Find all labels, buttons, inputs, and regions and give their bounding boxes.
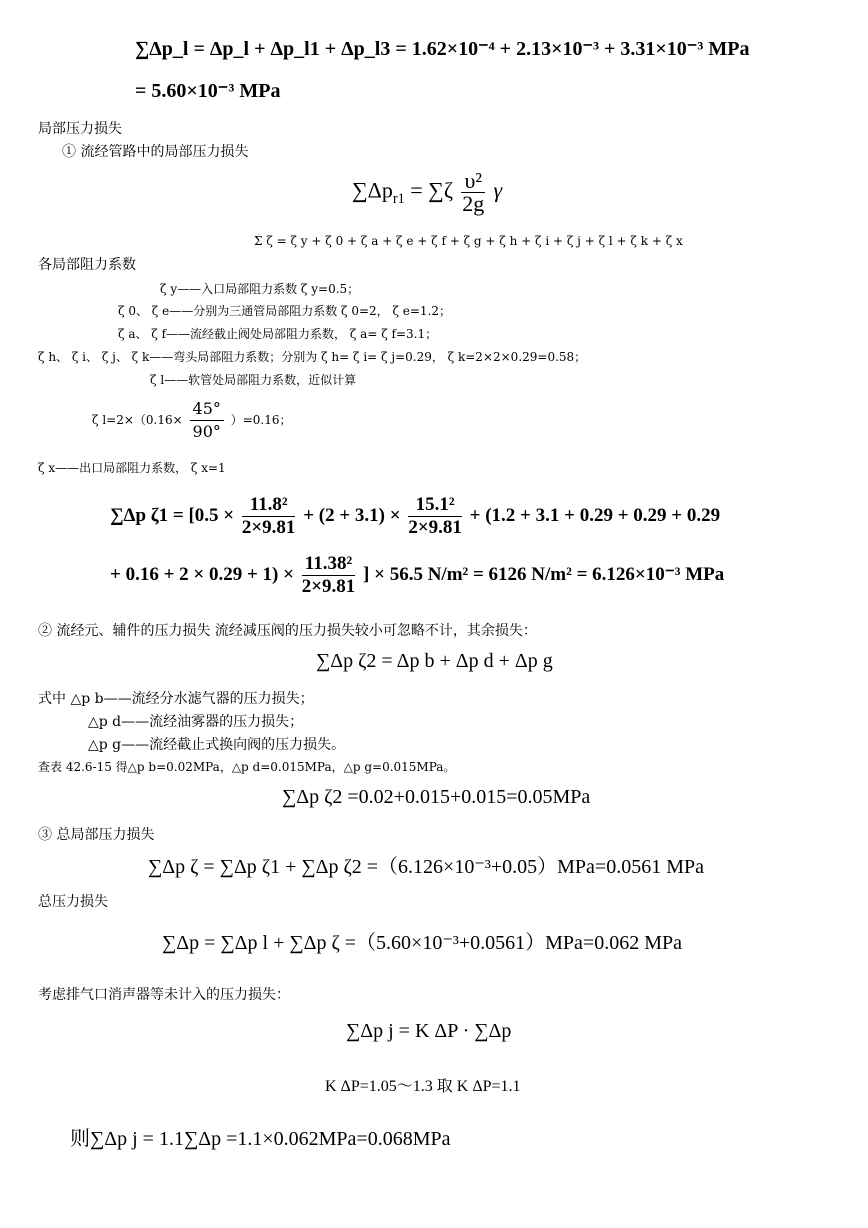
eq-zeta-l-num: 45° (190, 398, 224, 421)
coeff-0e: ζ 0、 ζ e——分别为三通管局部阻力系数 ζ 0=2， ζ e=1.2； (118, 304, 452, 318)
coeff-hijk: ζ h、 ζ i、 ζ j、 ζ k——弯头局部阻力系数；分别为 ζ h= ζ i= ζ j=0.29， ζ k=2×2×0.29=0.58； (38, 350, 587, 364)
eq-z1-f2-num: 15.1² (408, 494, 462, 517)
eq-ztotal: ∑Δp ζ = ∑Δp ζ1 + ∑Δp ζ2 =（6.126×10⁻³+0.05）MPa=0.0561 MPa (148, 856, 704, 878)
exhaust-heading: 考虑排气口消声器等未计入的压力损失： (38, 987, 290, 1003)
lookup: 查表 42.6-15 得△p b=0.02MPa，△p d=0.015MPa，△p g=0.015MPa。 (38, 760, 456, 774)
eq-local-pipe-lhs: ∑Δp (352, 177, 393, 203)
eq-local-pipe-fraction (461, 170, 485, 215)
where-g: △p g——流经截止式换向阀的压力损失。 (88, 737, 346, 753)
eq-zeta-l-pre: ζ l=2×（0.16× (92, 413, 183, 427)
item2-heading: ② 流经元、辅件的压力损失 流经减压阀的压力损失较小可忽略不计，其余损失： (38, 623, 537, 639)
eq-local-pipe-num: υ² (461, 170, 485, 193)
item1-heading: ① 流经管路中的局部压力损失 (62, 144, 249, 160)
eq-zeta-l-post: ）=0.16； (230, 413, 292, 427)
coeff-l: ζ l——软管处局部阻力系数，近似计算 (150, 373, 357, 387)
eq-z1-line2-b: ] × 56.5 N/m² = 6126 N/m² = 6.126×10⁻³ MPa (363, 563, 725, 585)
coeff-heading: 各局部阻力系数 (38, 257, 136, 273)
k-range: K ΔP=1.05～1.3 取 K ΔP=1.1 (325, 1078, 521, 1095)
eq-z1-line1-a: ∑Δp ζ1 = [0.5 × (110, 504, 235, 526)
eq-z2-value: ∑Δp ζ2 =0.02+0.015+0.015=0.05MPa (282, 786, 591, 808)
eq-local-pipe-mid: = ∑ζ (410, 177, 453, 203)
coeff-y: ζ y——入口局部阻力系数 ζ y=0.5； (160, 282, 360, 296)
coeff-af: ζ a、 ζ f——流经截止阀处局部阻力系数， ζ a= ζ f=3.1； (118, 327, 438, 341)
eq-z1-line2-a: + 0.16 + 2 × 0.29 + 1) × (110, 563, 294, 585)
coeff-x: ζ x——出口局部阻力系数， ζ x=1 (38, 461, 226, 475)
zeta-sum: Σ ζ = ζ y + ζ 0 + ζ a + ζ e + ζ f + ζ g + ζ h + ζ i + ζ j + ζ l + ζ k + ζ x (254, 234, 683, 248)
eq-local-pipe-gamma: γ (493, 177, 503, 203)
eq-z1-frac2 (408, 494, 462, 539)
eq-zeta-l-fraction (190, 398, 224, 443)
item3-heading: ③ 总局部压力损失 (38, 827, 155, 843)
eq-pj: ∑Δp j = K ΔP · ∑Δp (346, 1020, 512, 1042)
eq-z2: ∑Δp ζ2 = Δp b + Δp d + Δp g (316, 650, 553, 672)
total-heading: 总压力损失 (38, 894, 108, 910)
eq-local-pipe-lhs-sub: r1 (392, 190, 405, 207)
eq-z1-line1-b: + (2 + 3.1) × (303, 504, 401, 526)
eq-local-pipe-den: 2g (462, 191, 485, 216)
eq-z1-f1-den: 2×9.81 (241, 517, 296, 538)
eq-z1-f1-num: 11.8² (242, 494, 296, 517)
eq-z1-f2-den: 2×9.81 (408, 517, 462, 538)
eq-z1-f3-den: 2×9.81 (301, 576, 356, 597)
eq-zeta-l-den: 90° (192, 422, 221, 441)
eq-final: 则∑Δp j = 1.1∑Δp =1.1×0.062MPa=0.068MPa (70, 1128, 451, 1150)
eq-local-pipe (352, 170, 502, 215)
where-d: △p d——流经油雾器的压力损失； (88, 714, 304, 730)
local-loss-heading: 局部压力损失 (38, 121, 122, 137)
eq-z1-frac3 (302, 553, 356, 598)
eq-friction-result: = 5.60×10⁻³ MPa (135, 80, 281, 102)
eq-z1-line1-c: + (1.2 + 3.1 + 0.29 + 0.29 + 0.29 (469, 504, 721, 526)
where-b: 式中 △p b——流经分水滤气器的压力损失； (38, 691, 314, 707)
eq-friction-sum: ∑Δp_l = Δp_l + Δp_l1 + Δp_l3 = 1.62×10⁻⁴ + 2.13×10⁻³ + 3.31×10⁻³ MPa (135, 38, 750, 60)
eq-z1-frac1 (242, 494, 296, 539)
eq-z1-f3-num: 11.38² (302, 553, 356, 576)
eq-z1-line2 (110, 553, 724, 598)
eq-zeta-l (92, 398, 291, 443)
eq-z1-line1 (110, 494, 720, 539)
eq-total: ∑Δp = ∑Δp l + ∑Δp ζ =（5.60×10⁻³+0.0561）MPa=0.062 MPa (162, 932, 682, 954)
